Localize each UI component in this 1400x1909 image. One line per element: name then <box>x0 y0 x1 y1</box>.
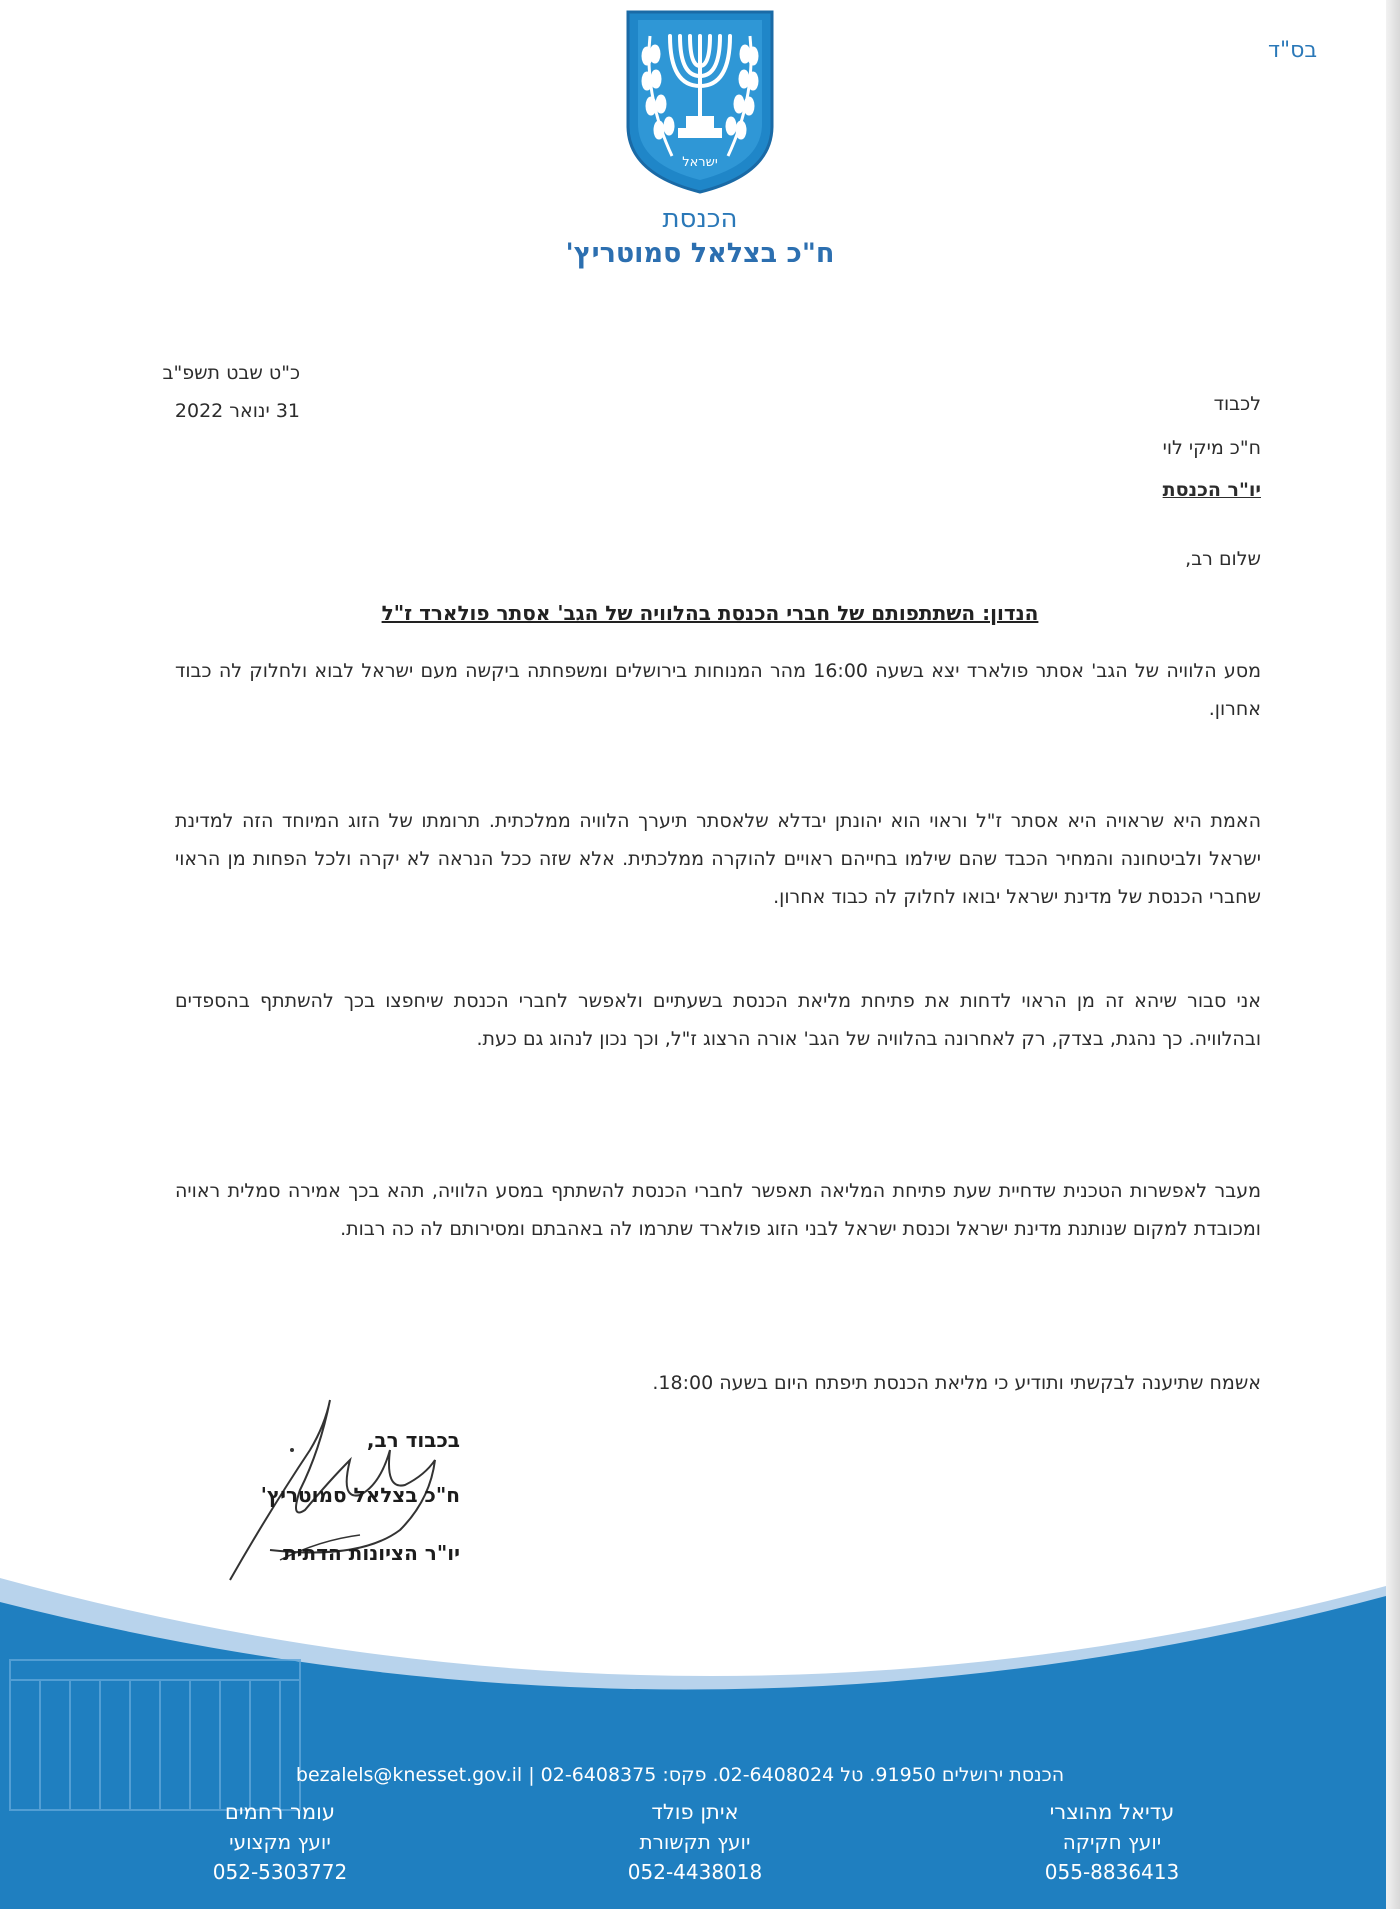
hebrew-date: כ"ט שבט תשפ"ב <box>162 362 300 384</box>
paragraph-1: מסע הלוויה של הגב' אסתר פולארד יצא בשעה 16:00 מהר המנוחות בירושלים ומשפחתה ביקשה מעם ישראל לבוא ולחלוק לה כבוד אחרון. <box>175 660 1261 720</box>
paragraph-2: האמת היא שראויה היא אסתר ז"ל וראוי הוא יהונתן יבדלא שלאסתר תיערך הלוויה ממלכתית. תרומתו של הזוג המיוחד הזה למדינת ישראל ולביטחונה והמחיר הכבד שהם שילמו בחייהם ראויים להוקרה ממלכתית. אלא שזה ככל הנראה לא יקרה ולכל הפחות מן הראוי שחברי הכנסת של מדינת ישראל יבואו לחלוק לה כבוד אחרון. <box>175 810 1261 908</box>
contact-name: עומר רחמים <box>224 1800 336 1824</box>
subject-line: הנדון: השתתפותם של חברי הכנסת בהלוויה של הגב' אסתר פולארד ז"ל <box>381 601 1039 625</box>
gregorian-date: 31 ינואר 2022 <box>174 400 300 422</box>
contact-role: יועץ מקצועי <box>229 1830 331 1854</box>
paragraph-3: אני סבור שיהא זה מן הראוי לדחות את פתיחת מליאת הכנסת בשעתיים ולאפשר לחברי הכנסת שיחפצו בכך להשתתף בהספדים ובהלוויה. כך נהגת, בצדק, רק לאחרונה בהלוויה של הגב' אורה הרצוג ז"ל, וכך נכון לנהוג גם כעת. <box>175 990 1261 1050</box>
signature-name: ח"כ בצלאל סמוטריץ' <box>260 1483 460 1507</box>
contact-name: איתן פולד <box>651 1800 739 1824</box>
org-name: הכנסת <box>662 204 738 234</box>
greeting: שלום רב, <box>1185 548 1261 570</box>
address-title: יו"ר הכנסת <box>1162 479 1261 501</box>
footer-address-line: הכנסת ירושלים 91950. טל 02-6408024. פקס: 02-6408375 | bezalels@knesset.gov.il <box>295 1764 1065 1786</box>
paragraph-5: אשמח שתיענה לבקשתי ותודיע כי מליאת הכנסת תיפתח היום בשעה 18:00. <box>652 1372 1261 1394</box>
emblem-motto: ישראל <box>682 155 718 170</box>
signature-closing: בכבוד רב, <box>366 1428 460 1452</box>
bsd-mark: בס"ד <box>1268 38 1318 63</box>
signature-title: יו"ר הציונות הדתית <box>283 1541 460 1565</box>
contact-name: עדיאל מהוצרי <box>1049 1800 1175 1824</box>
contact-card <box>982 1800 1242 1884</box>
address-name: ח"כ מיקי לוי <box>1162 437 1261 459</box>
contact-phone: 055-8836413 <box>1044 1860 1180 1884</box>
paragraph-4: מעבר לאפשרות הטכנית שדחיית שעת פתיחת המליאה תאפשר לחברי הכנסת להשתתף במסע הלוויה, תהא בכך אמירה סמלית ראויה ומכובדת למקום שנותנת מדינת ישראל וכנסת ישראל לבני הזוג פולארד שתרמו לה באהבתם ומסירותם לה כה רבות. <box>175 1180 1261 1240</box>
contact-phone: 052-4438018 <box>627 1860 763 1884</box>
member-name-header: ח"כ בצלאל סמוטריץ' <box>565 238 835 269</box>
contact-card <box>565 1800 825 1884</box>
knesset-emblem-icon <box>620 6 780 196</box>
contact-card <box>150 1800 410 1884</box>
contact-role: יועץ חקיקה <box>1062 1830 1162 1854</box>
address-to: לכבוד <box>1213 393 1261 415</box>
contact-phone: 052-5303772 <box>212 1860 348 1884</box>
contact-role: יועץ תקשורת <box>639 1830 751 1854</box>
